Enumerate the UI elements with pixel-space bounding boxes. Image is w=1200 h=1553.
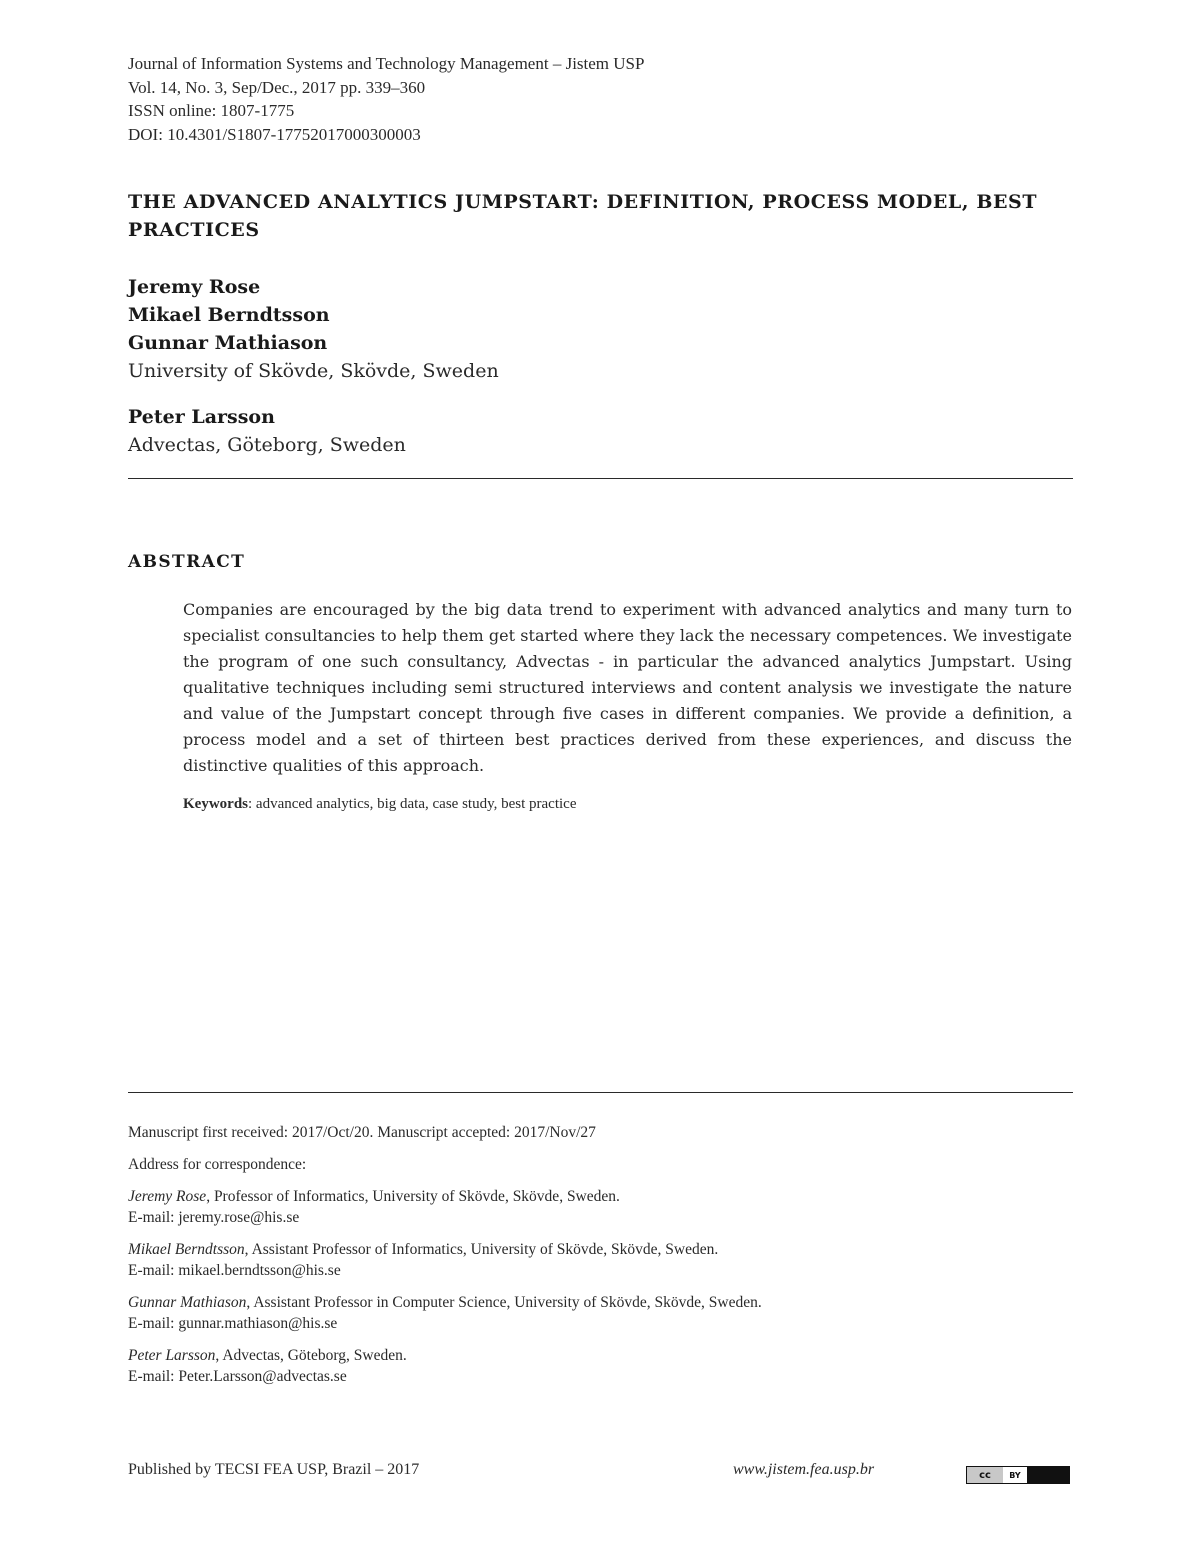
- contact-name: Peter Larsson: [128, 1347, 216, 1364]
- abstract-heading: ABSTRACT: [128, 552, 246, 572]
- contact-entry: [128, 1292, 1073, 1334]
- correspondence-heading: Address for correspondence:: [128, 1156, 307, 1173]
- contact-detail: , Assistant Professor of Informatics, University of Skövde, Skövde, Sweden.: [244, 1241, 719, 1258]
- contact-detail: , Assistant Professor in Computer Science, University of Skövde, Skövde, Sweden.: [246, 1294, 762, 1311]
- author-name: Peter Larsson: [128, 406, 275, 428]
- author-name: Jeremy Rose: [128, 276, 261, 298]
- author-name: Gunnar Mathiason: [128, 332, 328, 354]
- author-name: Mikael Berndtsson: [128, 304, 330, 326]
- keywords-text: : advanced analytics, big data, case study, best practice: [248, 796, 577, 812]
- contact-email: E-mail: Peter.Larsson@advectas.se: [128, 1368, 347, 1385]
- contact-detail: , Professor of Informatics, University of Skövde, Skövde, Sweden.: [206, 1188, 620, 1205]
- contact-name: Gunnar Mathiason: [128, 1294, 247, 1311]
- divider-rule: [128, 478, 1073, 479]
- keywords-label: Keywords: [183, 796, 248, 812]
- contact-name: Jeremy Rose: [128, 1188, 207, 1205]
- publisher-line: Published by TECSI FEA USP, Brazil – 2017: [128, 1461, 420, 1478]
- journal-volume: Vol. 14, No. 3, Sep/Dec., 2017 pp. 339–360: [128, 77, 426, 97]
- cc-license-badge[interactable]: [966, 1466, 1070, 1484]
- contact-email: E-mail: mikael.berndtsson@his.se: [128, 1262, 341, 1279]
- author-block: [128, 273, 499, 459]
- license-bar: [1027, 1467, 1069, 1483]
- contact-email: E-mail: gunnar.mathiason@his.se: [128, 1315, 338, 1332]
- abstract-body: Companies are encouraged by the big data trend to experiment with advanced analytics and many turn to specialist consultancies to help them get started where they lack the necessary competences. We investigate the program of one such consultancy, Advectas - in particular the advanced analytics Jumpstart. Using qualitative techniques including semi structured interviews and content analysis we investigate the nature and value of the Jumpstart concept through five cases in different companies. We provide a definition, a process model and a set of thirteen best practices derived from these experiences, and discuss the distinctive qualities of this approach.: [183, 600, 1072, 775]
- divider-rule: [128, 1092, 1073, 1093]
- contact-entry: [128, 1186, 1073, 1228]
- footnotes: [128, 1122, 1073, 1387]
- contact-email: E-mail: jeremy.rose@his.se: [128, 1209, 300, 1226]
- author-affiliation: Advectas, Göteborg, Sweden: [128, 434, 406, 456]
- keywords-line: [183, 796, 1072, 813]
- contact-entry: [128, 1239, 1073, 1281]
- journal-issn: ISSN online: 1807-1775: [128, 101, 295, 120]
- by-icon: BY: [1003, 1467, 1027, 1483]
- manuscript-dates: Manuscript first received: 2017/Oct/20. Manuscript accepted: 2017/Nov/27: [128, 1124, 596, 1141]
- journal-name: Journal of Information Systems and Technology Management – Jistem USP: [128, 54, 645, 73]
- author-affiliation: University of Skövde, Skövde, Sweden: [128, 360, 499, 382]
- journal-header: [128, 52, 644, 146]
- paper-title: THE ADVANCED ANALYTICS JUMPSTART: DEFINITION, PROCESS MODEL, BEST PRACTICES: [128, 191, 1038, 241]
- contact-name: Mikael Berndtsson: [128, 1241, 245, 1258]
- cc-icon: cc: [967, 1467, 1003, 1483]
- contact-detail: , Advectas, Göteborg, Sweden.: [215, 1347, 407, 1364]
- author-group-2: [128, 403, 499, 459]
- journal-url-link[interactable]: www.jistem.fea.usp.br: [733, 1461, 875, 1478]
- journal-doi: DOI: 10.4301/S1807-17752017000300003: [128, 124, 421, 144]
- contact-entry: [128, 1345, 1073, 1387]
- author-group-1: [128, 273, 499, 385]
